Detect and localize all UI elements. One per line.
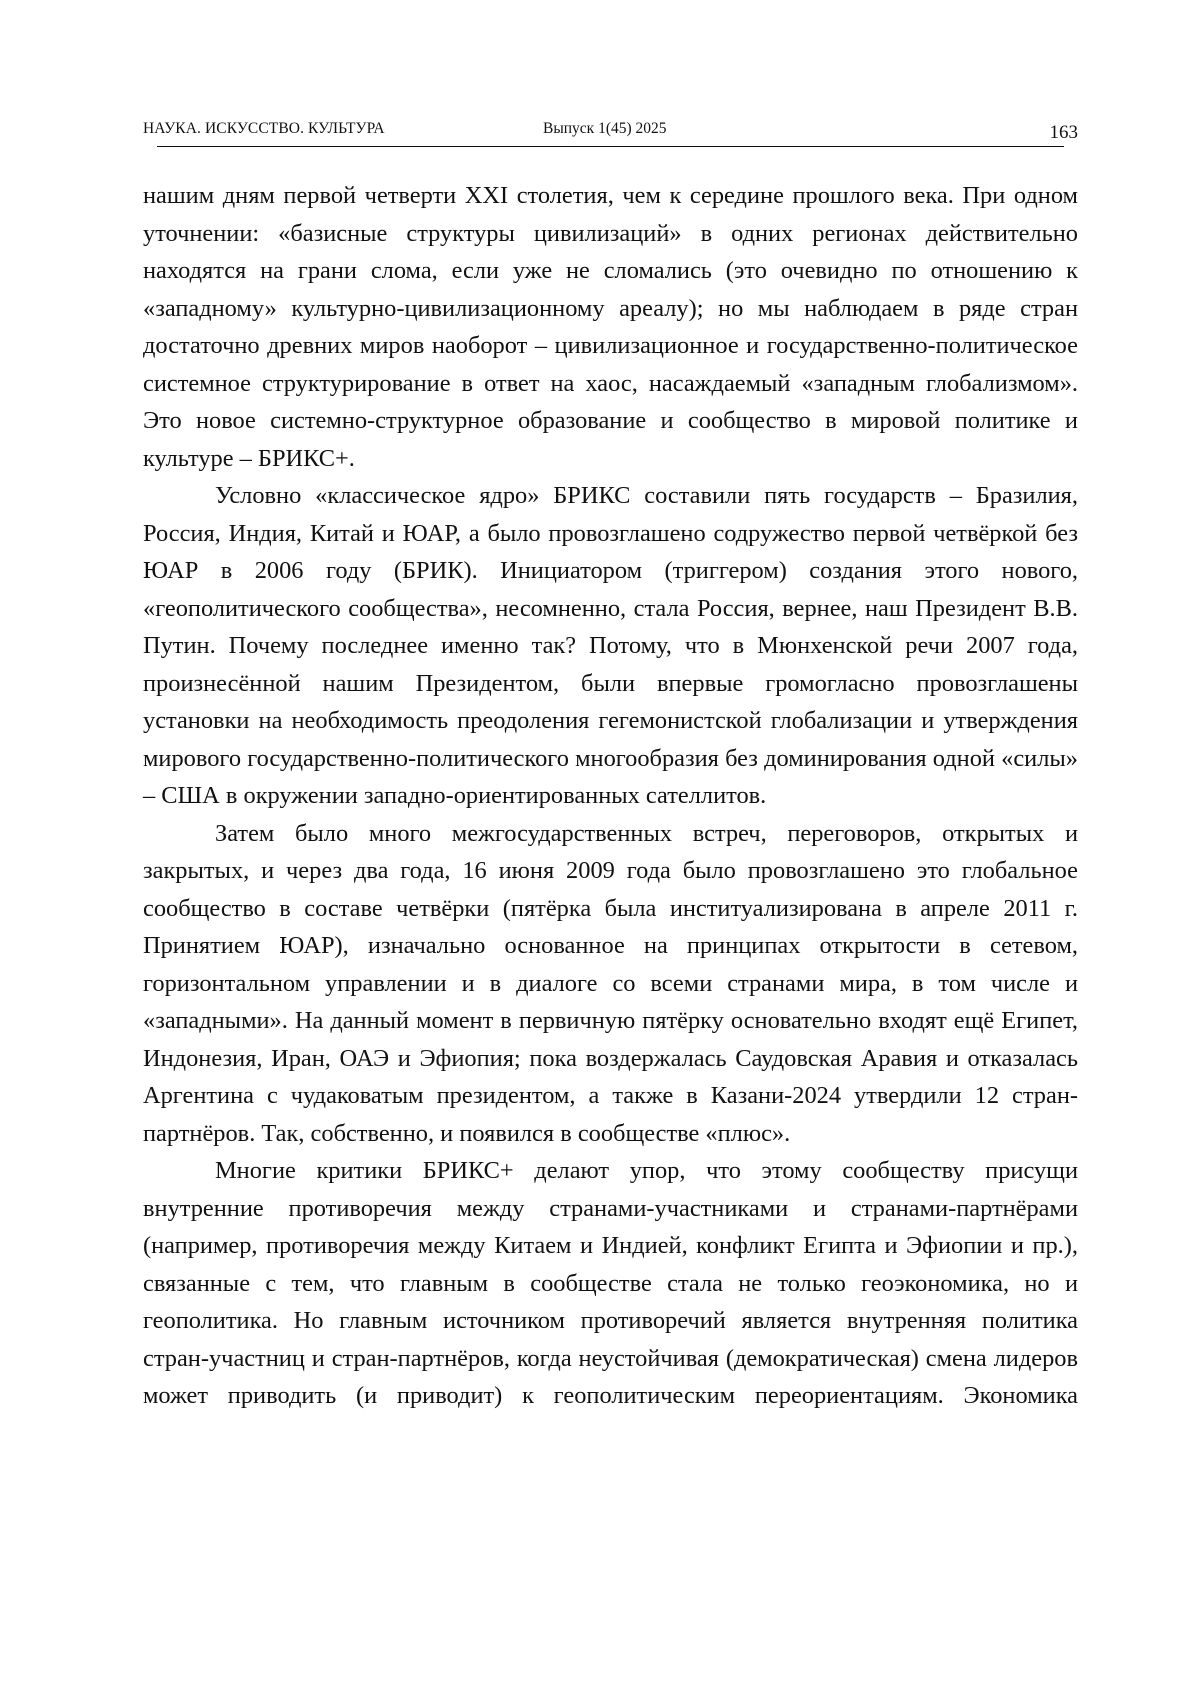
page-number: 163 [1050, 122, 1079, 144]
paragraph: нашим дням первой четверти XXI столетия, чем к середине прошлого века. При одном уточнении: «базисные структуры цивилизаций» в одних регионах действительно находятся на грани слома, если уже не сломались (это очевидно по отношению к «западному» культурно-цивилизационному ареалу); но мы наблюдаем в ряде стран достаточно древних миров наоборот – цивилизационное и государственно-политическое системное структурирование в ответ на хаос, насаждаемый «западным глобализмом». Это новое системно-структурное образование и сообщество в мировой политике и культуре – БРИКС+. [143, 177, 1078, 477]
issue-label: Выпуск 1(45) 2025 [543, 120, 667, 138]
header-rule [157, 146, 1064, 147]
running-header [143, 120, 1078, 160]
paragraph: Многие критики БРИКС+ делают упор, что этому сообществу присущи внутренние противоречия между странами-участниками и странами-партнёрами (например, противоречия между Китаем и Индией, конфликт Египта и Эфиопии и пр.), связанные с тем, что главным в сообществе стала не только геоэкономика, но и геополитика. Но главным источником противоречий является внутренняя политика стран-участниц и стран-партнёров, когда неустойчивая (демократическая) смена лидеров может приводить (и приводит) к геополитическим переориентациям. Экономика [143, 1152, 1078, 1415]
journal-title: НАУКА. ИСКУССТВО. КУЛЬТУРА [143, 120, 385, 138]
article-body [143, 177, 1078, 1415]
paragraph: Затем было много межгосударственных встреч, переговоров, открытых и закрытых, и через два года, 16 июня 2009 года было провозглашено это глобальное сообщество в составе четвёрки (пятёрка была институализирована в апреле 2011 г. Принятием ЮАР), изначально основанное на принципах открытости в сетевом, горизонтальном управлении и в диалоге со всеми странами мира, в том числе и «западными». На данный момент в первичную пятёрку основательно входят ещё Египет, Индонезия, Иран, ОАЭ и Эфиопия; пока воздержалась Саудовская Аравия и отказалась Аргентина с чудаковатым президентом, а также в Казани-2024 утвердили 12 стран-партнёров. Так, собственно, и появился в сообществе «плюс». [143, 815, 1078, 1153]
paragraph: Условно «классическое ядро» БРИКС составили пять государств – Бразилия, Россия, Индия, Китай и ЮАР, а было провозглашено содружество первой четвёркой без ЮАР в 2006 году (БРИК). Инициатором (триггером) создания этого нового, «геополитического сообщества», несомненно, стала Россия, вернее, наш Президент В.В. Путин. Почему последнее именно так? Потому, что в Мюнхенской речи 2007 года, произнесённой нашим Президентом, были впервые громогласно провозглашены установки на необходимость преодоления гегемонистской глобализации и утверждения мирового государственно-политического многообразия без доминирования одной «силы» – США в окружении западно-ориентированных сателлитов. [143, 477, 1078, 815]
